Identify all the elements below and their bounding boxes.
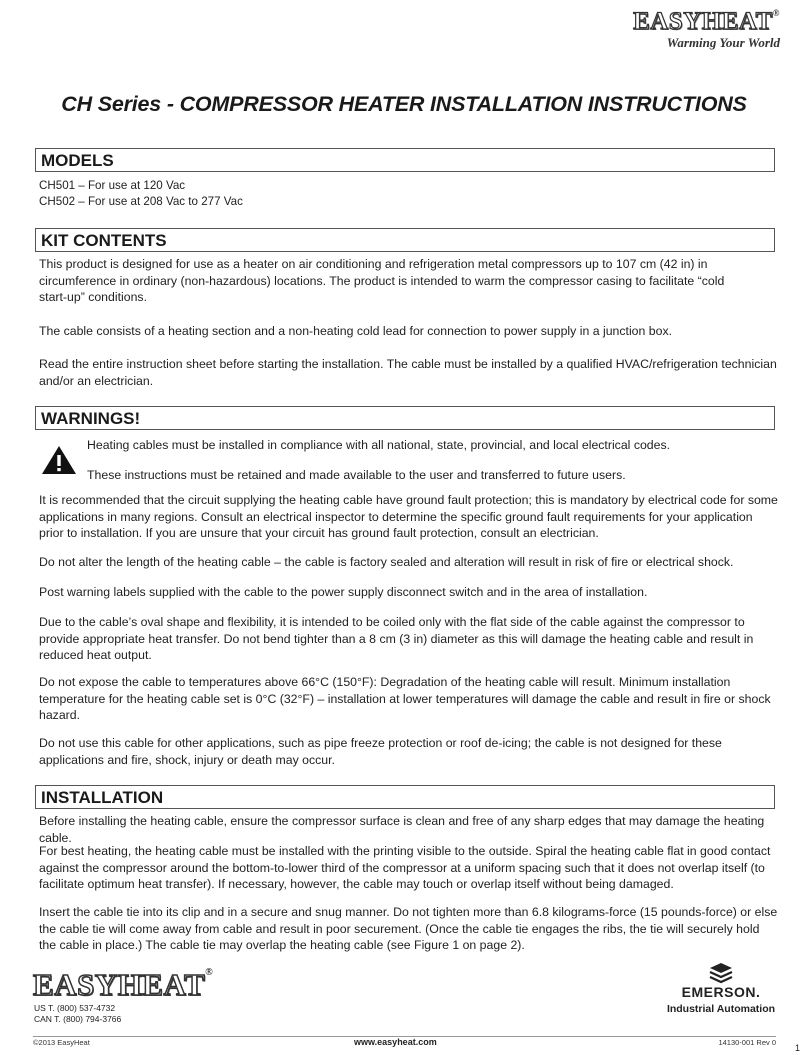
kit-paragraph-3: Read the entire instruction sheet before starting the installation. The cable must be installed by a qualified HVAC/refrigeration technician and/or an electrician. — [39, 357, 777, 388]
kit-paragraph-2: The cable consists of a heating section and a non-heating cold lead for connection to power supply in a junction box. — [39, 324, 673, 338]
footer-brand-wordmark — [33, 967, 213, 1003]
emerson-name: EMERSON. — [681, 984, 761, 1000]
registered-mark: ® — [772, 8, 780, 18]
phone-can: CAN T. (800) 794-3766 — [34, 1014, 122, 1024]
header-logo — [620, 8, 780, 52]
installation-paragraph: For best heating, the heating cable must be installed with the printing visible to the outside. Spiral the heating cable flat in good contact against the compressor around the bottom-to-lower third of the compressor at a uniform spacing such that it does not overlap itself (to facilitate optimum heat transfer). If necessary, however, the cable may touch or overlap itself without being damaged. — [39, 844, 771, 891]
installation-paragraph: Before installing the heating cable, ensure the compressor surface is clean and free of any sharp edges that may damage the heating cable. — [39, 814, 765, 845]
models-heading-label: MODELS — [41, 151, 114, 170]
warning-paragraph: Post warning labels supplied with the cable to the power supply disconnect switch and in the area of installation. — [39, 585, 648, 599]
copyright: ©2013 EasyHeat — [33, 1038, 90, 1047]
warning-paragraph: Do not alter the length of the heating cable – the cable is factory sealed and alteration will result in risk of fire or electrical shock. — [39, 555, 734, 569]
model-line: CH502 – For use at 208 Vac to 277 Vac — [39, 195, 243, 208]
kit-contents-heading-label: KIT CONTENTS — [41, 231, 167, 250]
installation-paragraph: Insert the cable tie into its clip and in a secure and snug manner. Do not tighten more than 6.8 kilograms-force (15 pounds-force) or else the cable tie will come away from cable and result in poor securement. (Once the cable tie engages the ribs, the tie will securely hold the cable in place.) The cable tie may overlap the heating cable (see Figure 1 on page 2). — [39, 905, 778, 952]
footer-brand-name: EASYHEAT — [33, 967, 206, 1002]
brand-wordmark — [633, 8, 780, 36]
footer-logo — [33, 967, 213, 1003]
website-link[interactable]: www.easyheat.com — [354, 1037, 437, 1047]
kit-contents-heading — [35, 228, 775, 252]
warning-paragraph: Do not expose the cable to temperatures above 66°C (150°F): Degradation of the heating cable will result. Minimum installation temperature for the heating cable set is 0°C (32°F) – installation at lower temperatures will damage the cable and result in fire or shock hazard. — [39, 675, 771, 722]
warning-paragraph: Do not use this cable for other applications, such as pipe freeze protection or roof de-icing; the cable is not designed for these applications and fire, shock, injury or death may occur. — [39, 736, 722, 767]
footer-registered-mark: ® — [205, 967, 214, 978]
brand-tagline: Warming Your World — [666, 35, 780, 50]
warning-paragraph: Due to the cable’s oval shape and flexibility, it is intended to be coiled only with the flat side of the cable against the compressor to provide appropriate heat transfer. Do not bend tighter than a 8 cm (3 in) diameter as this will damage the heating cable and result in reduced heat output. — [39, 615, 754, 662]
kit-paragraph-1: This product is designed for use as a heater on air conditioning and refrigeration metal compressors up to 107 cm (42 in) in circumference in ordinary (non-hazardous) locations. The product is intended to warm the compressor casing to facilitate “cold start-up” conditions. — [39, 257, 725, 304]
warning-icon-line: Heating cables must be installed in compliance with all national, state, provincial, and local electrical codes. — [87, 438, 671, 452]
warning-icon-line: These instructions must be retained and made available to the user and transferred to future users. — [87, 468, 626, 482]
model-line: CH501 – For use at 120 Vac — [39, 179, 186, 192]
phone-us: US T. (800) 537-4732 — [34, 1003, 116, 1013]
emerson-logo — [666, 962, 776, 1026]
document-title: CH Series - COMPRESSOR HEATER INSTALLATION INSTRUCTIONS — [61, 92, 747, 116]
warning-triangle-icon — [40, 444, 78, 476]
installation-heading — [35, 785, 775, 809]
warnings-heading-label: WARNINGS! — [41, 409, 141, 428]
installation-heading-label: INSTALLATION — [41, 788, 164, 807]
warnings-heading — [35, 406, 775, 430]
document-number: 14130-001 Rev 0 — [718, 1038, 776, 1047]
page-number: 1 — [794, 1043, 800, 1053]
emerson-division: Industrial Automation — [666, 1003, 776, 1015]
emerson-emblem-icon — [708, 962, 734, 984]
models-heading — [35, 148, 775, 172]
warning-paragraph: It is recommended that the circuit supplying the heating cable have ground fault protection; this is mandatory by electrical code for some applications in many regions. Consult an electrical inspector to determine the specific ground fault requirements for your application prior to installation. If you are unsure that your circuit has ground fault protection, consult an electrician. — [39, 493, 778, 540]
brand-name: EASYHEAT — [633, 8, 773, 35]
